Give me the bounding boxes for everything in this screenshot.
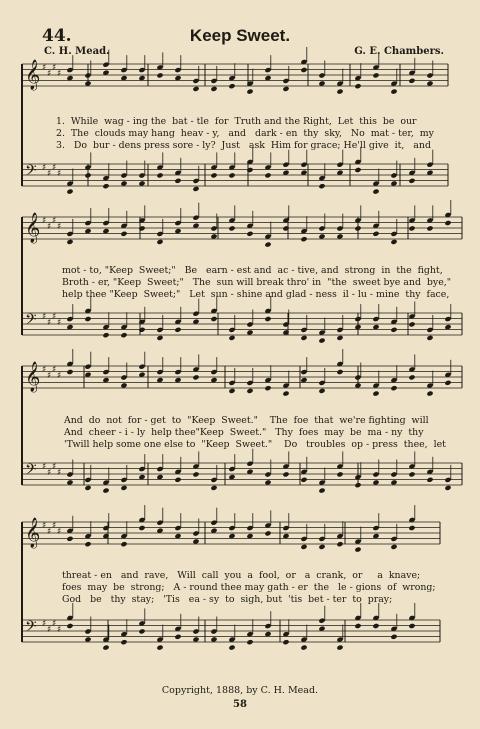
note-head: [138, 225, 145, 231]
sharp-sign: ♯: [42, 216, 47, 226]
note-head: [246, 89, 253, 95]
sharp-sign: ♯: [52, 216, 57, 226]
note-head: [120, 485, 127, 491]
sharp-sign: ♯: [47, 222, 52, 232]
sharp-sign: ♯: [42, 619, 47, 629]
note-head: [66, 536, 73, 542]
note-head: [300, 67, 307, 73]
note-head: [192, 86, 199, 92]
note-head: [228, 225, 235, 231]
sharp-sign: ♯: [52, 521, 57, 531]
sharp-sign: ♯: [52, 163, 57, 173]
bass-clef: 𝄢: [25, 162, 37, 183]
sharp-sign: ♯: [57, 69, 62, 79]
note-head: [390, 239, 397, 245]
sharp-sign: ♯: [47, 69, 52, 79]
note-head: [174, 327, 181, 333]
note-head: [300, 477, 307, 483]
note-head: [174, 634, 181, 640]
note-head: [102, 332, 109, 338]
note-head: [282, 391, 289, 397]
lyric-line: mot - to, "Keep Sweet;" Be earn - est and ac - tive, and strong in the fight,: [62, 265, 443, 276]
sharp-sign: ♯: [57, 625, 62, 635]
note-head: [264, 242, 271, 248]
note-head: [228, 645, 235, 651]
sharp-sign: ♯: [52, 365, 57, 375]
note-head: [318, 388, 325, 394]
hymn-number: 44.: [42, 26, 72, 46]
note-head: [354, 225, 361, 231]
sharp-sign: ♯: [47, 371, 52, 381]
note-head: [336, 645, 343, 651]
sharp-sign: ♯: [47, 169, 52, 179]
note-head: [210, 86, 217, 92]
note-head: [444, 380, 451, 386]
note-head: [426, 477, 433, 483]
note-head: [318, 183, 325, 189]
note-head: [300, 335, 307, 341]
note-head: [300, 544, 307, 550]
note-head: [102, 183, 109, 189]
note-head: [192, 186, 199, 192]
note-head: [156, 72, 163, 78]
lyric-line: Broth - er, "Keep Sweet;" The sun will break thro' in "the sweet bye and bye,": [62, 277, 452, 288]
note-head: [426, 335, 433, 341]
note-head: [174, 477, 181, 483]
sharp-sign: ♯: [47, 625, 52, 635]
note-head: [336, 369, 343, 375]
note-head: [264, 530, 271, 536]
note-head: [354, 83, 361, 89]
note-head: [66, 189, 73, 195]
note-head: [336, 89, 343, 95]
lyric-line: God be thy stay; 'Tis ea - sy to sigh, but 'tis bet - ter to pray;: [62, 594, 393, 605]
note-head: [264, 385, 271, 391]
note-head: [390, 634, 397, 640]
sharp-sign: ♯: [52, 462, 57, 472]
sharp-sign: ♯: [57, 527, 62, 537]
lyric-line: And do not for - get to "Keep Sweet." The foe that we're fighting will: [64, 415, 429, 426]
treble-clef: 𝄞: [25, 518, 41, 548]
lyricist-credit: G. E. Chambers.: [354, 46, 444, 57]
note-head: [84, 485, 91, 491]
note-head: [246, 388, 253, 394]
note-head: [138, 525, 145, 531]
note-head: [390, 385, 397, 391]
note-head: [174, 178, 181, 184]
note-head: [426, 391, 433, 397]
sharp-sign: ♯: [42, 521, 47, 531]
bass-clef: 𝄢: [25, 461, 37, 482]
sharp-sign: ♯: [52, 619, 57, 629]
note-head: [84, 541, 91, 547]
sharp-sign: ♯: [57, 468, 62, 478]
note-head: [228, 335, 235, 341]
sharp-sign: ♯: [42, 312, 47, 322]
note-head: [228, 388, 235, 394]
sharp-sign: ♯: [57, 371, 62, 381]
note-head: [336, 541, 343, 547]
lyric-line: help thee "Keep Sweet;" Let sun - shine and glad - ness il - lu - mine thy face,: [62, 289, 450, 300]
lyrics-system-4: [0, 570, 480, 630]
note-head: [282, 86, 289, 92]
note-head: [390, 327, 397, 333]
sharp-sign: ♯: [47, 527, 52, 537]
sharp-sign: ♯: [42, 163, 47, 173]
lyric-line: And cheer - i - ly help thee"Keep Sweet." Thy foes may be ma - ny thy: [64, 427, 424, 438]
note-head: [372, 72, 379, 78]
note-head: [408, 374, 415, 380]
lyric-line: threat - en and rave, Will call you a fool, or a crank, or a knave;: [62, 570, 421, 581]
note-head: [192, 374, 199, 380]
note-head: [300, 236, 307, 242]
note-head: [120, 541, 127, 547]
sharp-sign: ♯: [52, 63, 57, 73]
note-head: [156, 645, 163, 651]
note-head: [372, 189, 379, 195]
note-head: [120, 639, 127, 645]
note-head: [102, 645, 109, 651]
note-head: [246, 231, 253, 237]
sharp-sign: ♯: [42, 365, 47, 375]
hymn-title: Keep Sweet.: [189, 26, 291, 45]
treble-clef: 𝄞: [25, 60, 41, 90]
note-head: [66, 239, 73, 245]
note-head: [66, 369, 73, 375]
sharp-sign: ♯: [57, 318, 62, 328]
copyright-notice: Copyright, 1888, by C. H. Mead.: [161, 685, 319, 696]
note-head: [372, 231, 379, 237]
note-head: [354, 482, 361, 488]
note-head: [138, 327, 145, 333]
lyric-line: 2. The clouds may hang heav - y, and dark - en thy sky, No mat - ter, my: [56, 128, 434, 139]
note-head: [156, 239, 163, 245]
note-head: [282, 639, 289, 645]
sharp-sign: ♯: [42, 462, 47, 472]
note-head: [228, 83, 235, 89]
note-head: [318, 488, 325, 494]
note-head: [426, 225, 433, 231]
note-head: [246, 639, 253, 645]
lyric-line: 1. While wag - ing the bat - tle for Truth and the Right, Let this be our: [56, 116, 417, 127]
note-head: [372, 391, 379, 397]
note-head: [390, 544, 397, 550]
note-head: [408, 78, 415, 84]
note-head: [444, 220, 451, 226]
sharp-sign: ♯: [47, 468, 52, 478]
treble-clef: 𝄞: [25, 213, 41, 243]
page-number: 58: [233, 699, 247, 710]
note-head: [102, 488, 109, 494]
sharp-sign: ♯: [57, 222, 62, 232]
lyric-line: 'Twill help some one else to "Keep Sweet." Do troubles op - press thee, let: [64, 439, 446, 450]
note-head: [408, 178, 415, 184]
note-head: [444, 485, 451, 491]
lyrics-system-1: [0, 116, 480, 176]
note-head: [390, 89, 397, 95]
note-head: [318, 544, 325, 550]
note-head: [210, 485, 217, 491]
lyrics-system-2: [0, 265, 480, 325]
bass-clef: 𝄢: [25, 311, 37, 332]
note-head: [120, 231, 127, 237]
lyric-line: 3. Do bur - dens press sore - ly? Just ask Him for grace; He'll give it, and: [56, 140, 431, 151]
note-head: [408, 525, 415, 531]
lyric-line: foes may be strong; A - round thee may gath - er the le - gions of wrong;: [62, 582, 436, 593]
note-head: [354, 547, 361, 553]
note-head: [408, 225, 415, 231]
bass-clef: 𝄢: [25, 618, 37, 639]
treble-clef: 𝄞: [25, 362, 41, 392]
lyrics-system-3: [0, 415, 480, 475]
note-head: [336, 335, 343, 341]
sharp-sign: ♯: [57, 169, 62, 179]
composer-credit: C. H. Mead.: [44, 46, 110, 57]
sharp-sign: ♯: [42, 63, 47, 73]
sharp-sign: ♯: [47, 318, 52, 328]
note-head: [156, 335, 163, 341]
note-head: [318, 338, 325, 344]
sharp-sign: ♯: [52, 312, 57, 322]
note-head: [120, 332, 127, 338]
note-head: [282, 225, 289, 231]
note-head: [300, 645, 307, 651]
